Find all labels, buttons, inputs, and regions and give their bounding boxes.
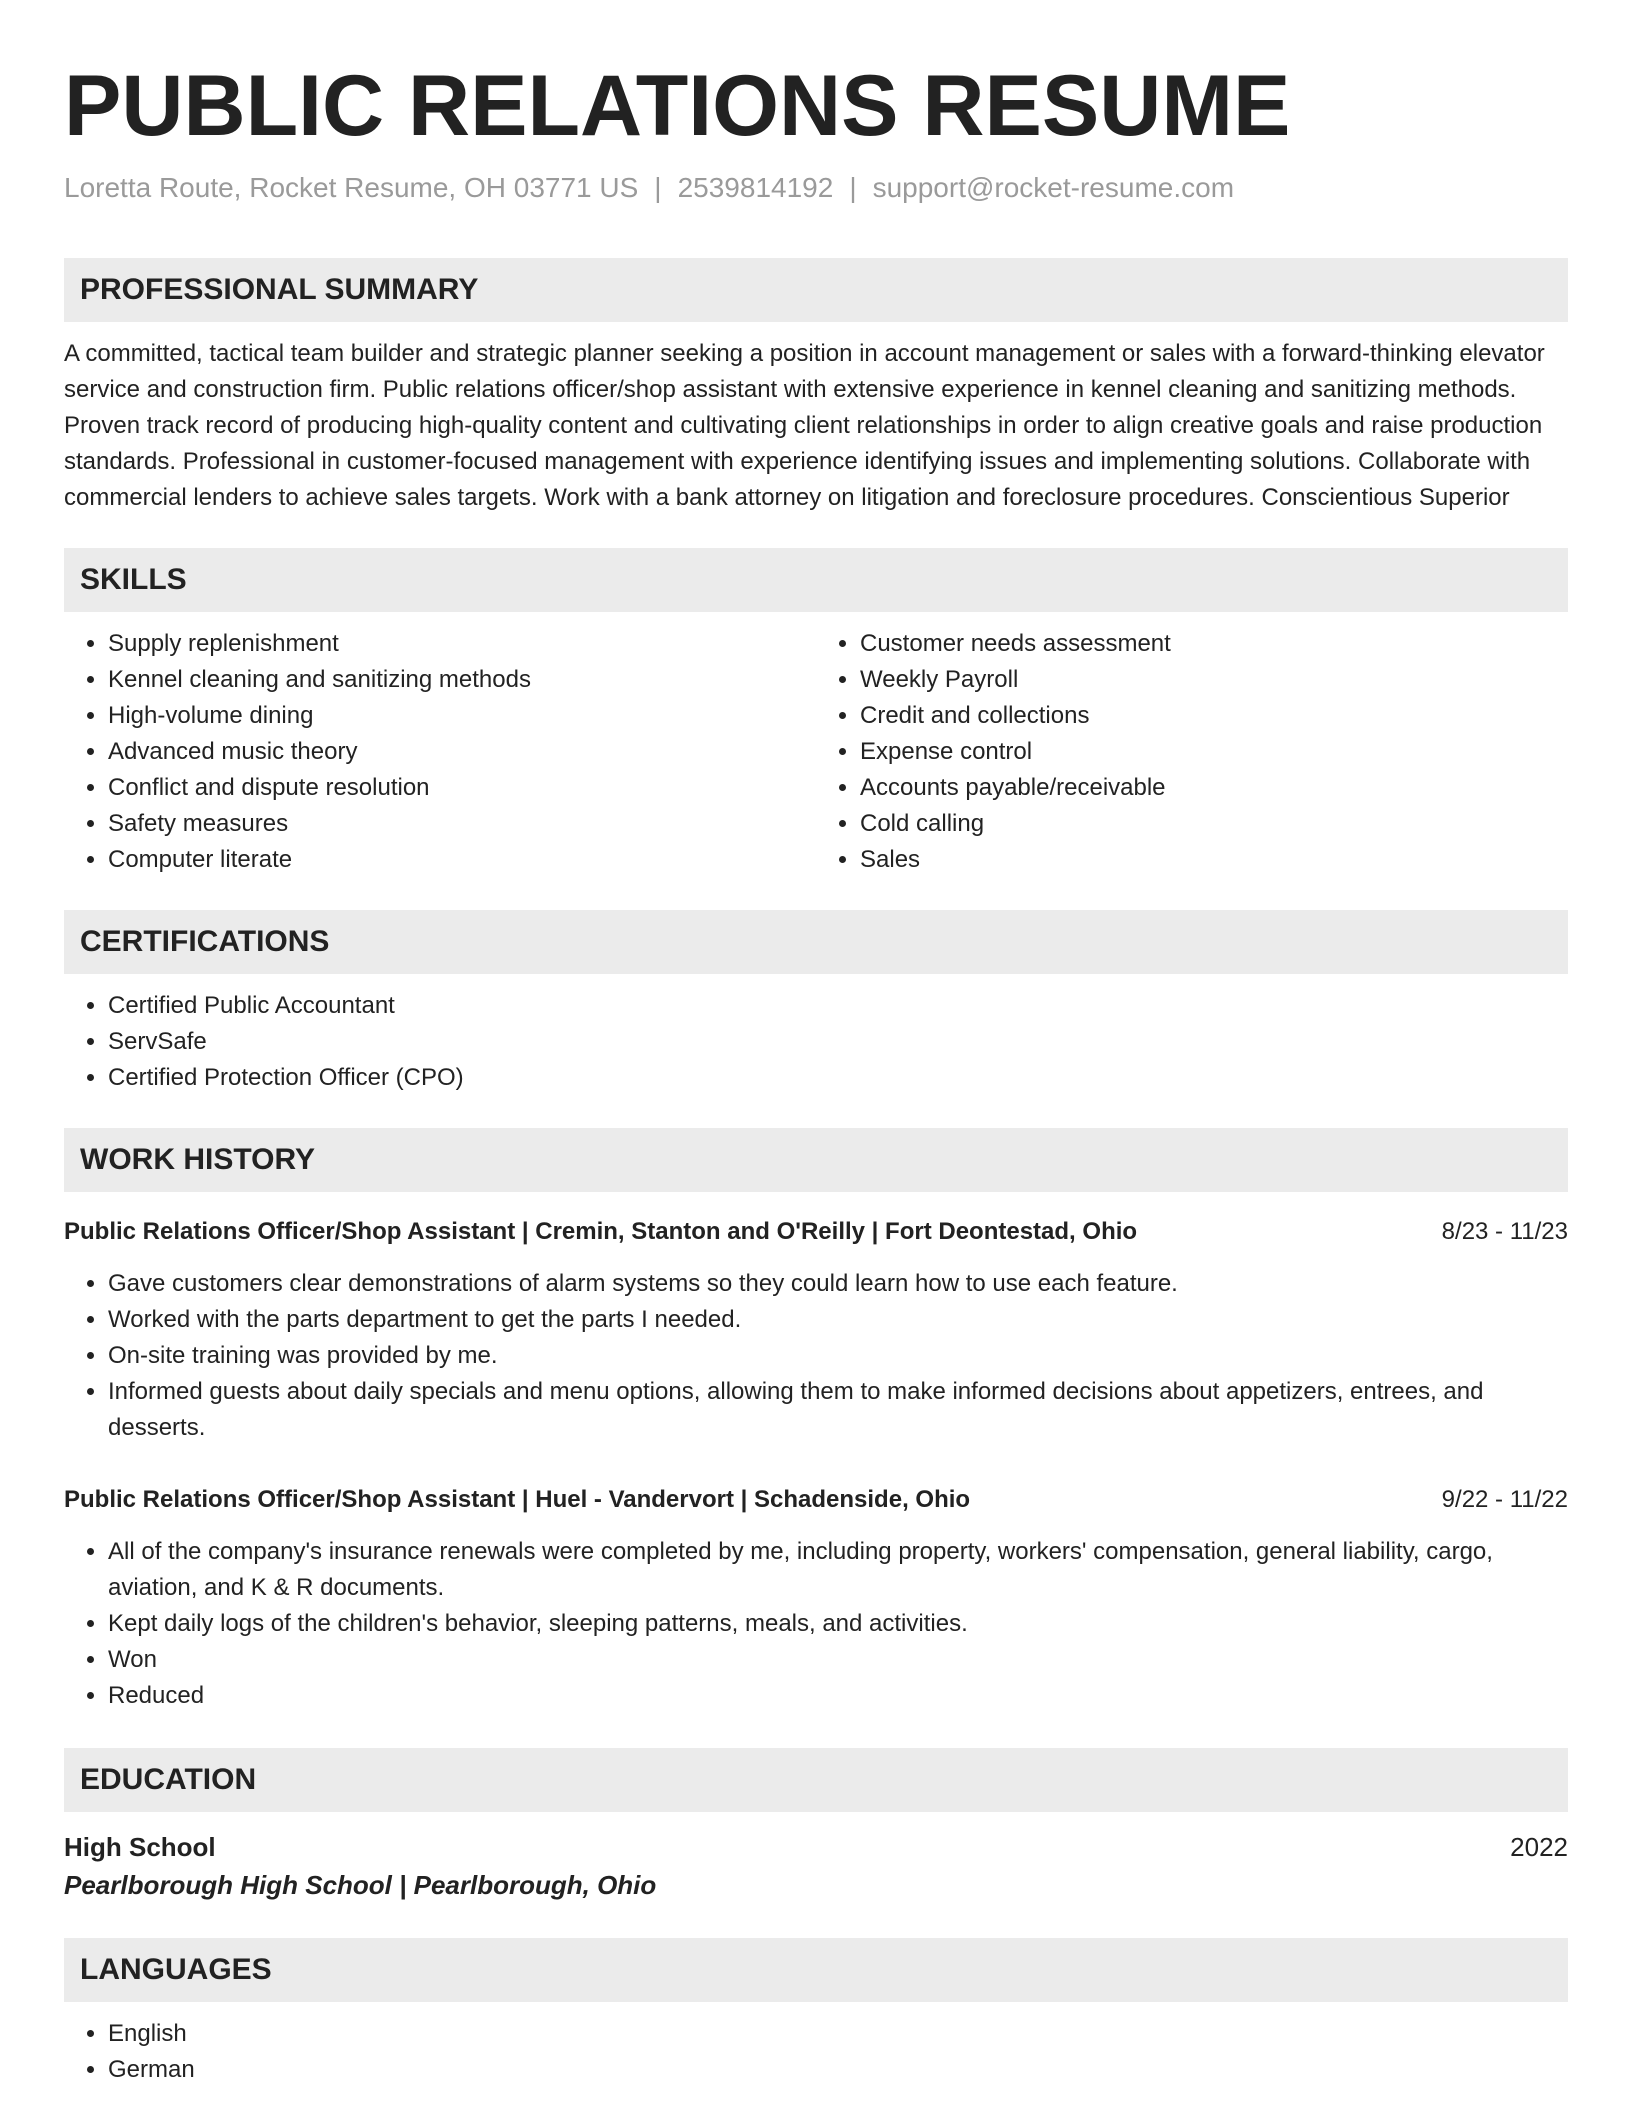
job-title: Public Relations Officer/Shop Assistant | Cremin, Stanton and O'Reilly | Fort Deontestad, Ohio (64, 1218, 1138, 1245)
skill-item: • Cold calling (860, 806, 1568, 842)
contact-separator: | (849, 172, 857, 203)
skill-item: • Conflict and dispute resolution (108, 770, 816, 806)
skills-list (64, 626, 1568, 878)
job-duties-list (64, 1266, 1568, 1446)
job-duty: • Gave customers clear demonstrations of alarm systems so they could learn how to use each feature. (108, 1266, 1568, 1302)
job-duty: • Worked with the parts department to get the parts I needed. (108, 1302, 1568, 1338)
education-year: 2022 (1510, 1832, 1568, 1862)
section-heading-work-history: WORK HISTORY (64, 1128, 1568, 1192)
language-item: • English (108, 2016, 1568, 2052)
skill-item: • High-volume dining (108, 698, 816, 734)
section-heading-skills: SKILLS (64, 548, 1568, 612)
summary-paragraph: A committed, tactical team builder and strategic planner seeking a position in account management or sales with a forward-thinking elevator service and construction firm. Public relations officer/shop assistant with extensive experience in kennel cleaning and sanitizing methods. Proven track record of producing high-quality content and cultivating client relationships in order to align creative goals and raise production standards. Professional in customer-focused management with experience identifying issues and implementing solutions. Collaborate with commercial lenders to achieve sales targets. Work with a bank attorney on litigation and foreclosure procedures. Conscientious Superior (64, 340, 1545, 511)
certification-item: • Certified Public Accountant (108, 988, 1568, 1024)
skills-column-left (64, 626, 816, 878)
education-entry (64, 1828, 1568, 1904)
job-entry (64, 1482, 1568, 1714)
contact-address: Loretta Route, Rocket Resume, OH 03771 US (64, 172, 639, 203)
contact-line (64, 170, 1568, 206)
skill-item: • Supply replenishment (108, 626, 816, 662)
job-dates: 8/23 - 11/23 (1441, 1218, 1568, 1245)
skill-item: • Expense control (860, 734, 1568, 770)
skill-item: • Credit and collections (860, 698, 1568, 734)
job-duty: • Kept daily logs of the children's behavior, sleeping patterns, meals, and activities. (108, 1606, 1568, 1642)
job-entry (64, 1214, 1568, 1446)
skill-item: • Sales (860, 842, 1568, 878)
language-item: • German (108, 2052, 1568, 2088)
contact-phone: 2539814192 (677, 172, 834, 203)
job-duties-list (64, 1534, 1568, 1714)
job-duty: • All of the company's insurance renewals were completed by me, including property, workers' compensation, general liability, cargo, aviation, and K & R documents. (108, 1534, 1568, 1606)
skill-item: • Weekly Payroll (860, 662, 1568, 698)
skills-column-right (816, 626, 1568, 878)
skill-item: • Kennel cleaning and sanitizing methods (108, 662, 816, 698)
job-header (64, 1214, 1568, 1250)
job-duty: • On-site training was provided by me. (108, 1338, 1568, 1374)
section-heading-education: EDUCATION (64, 1748, 1568, 1812)
education-school: Pearlborough High School | Pearlborough, Ohio (64, 1870, 657, 1900)
certification-item: • ServSafe (108, 1024, 1568, 1060)
skill-item: • Safety measures (108, 806, 816, 842)
contact-email: support@rocket-resume.com (872, 172, 1235, 203)
section-heading-languages: LANGUAGES (64, 1938, 1568, 2002)
job-header (64, 1482, 1568, 1518)
certifications-list (64, 988, 1568, 1096)
job-duty: • Reduced (108, 1678, 1568, 1714)
job-duty: • Informed guests about daily specials and menu options, allowing them to make informed decisions about appetizers, entrees, and desserts. (108, 1374, 1568, 1446)
education-header (64, 1828, 1568, 1866)
languages-list (64, 2016, 1568, 2088)
page-title: PUBLIC RELATIONS RESUME (64, 58, 1291, 154)
skill-item: • Customer needs assessment (860, 626, 1568, 662)
job-title: Public Relations Officer/Shop Assistant | Huel - Vandervort | Schadenside, Ohio (64, 1486, 971, 1513)
job-duty: • Won (108, 1642, 1568, 1678)
section-heading-certifications: CERTIFICATIONS (64, 910, 1568, 974)
skill-item: • Accounts payable/receivable (860, 770, 1568, 806)
skill-item: • Advanced music theory (108, 734, 816, 770)
education-degree: High School (64, 1832, 216, 1862)
job-dates: 9/22 - 11/22 (1441, 1486, 1568, 1513)
certification-item: • Certified Protection Officer (CPO) (108, 1060, 1568, 1096)
contact-separator: | (654, 172, 662, 203)
section-heading-summary: PROFESSIONAL SUMMARY (64, 258, 1568, 322)
skill-item: • Computer literate (108, 842, 816, 878)
